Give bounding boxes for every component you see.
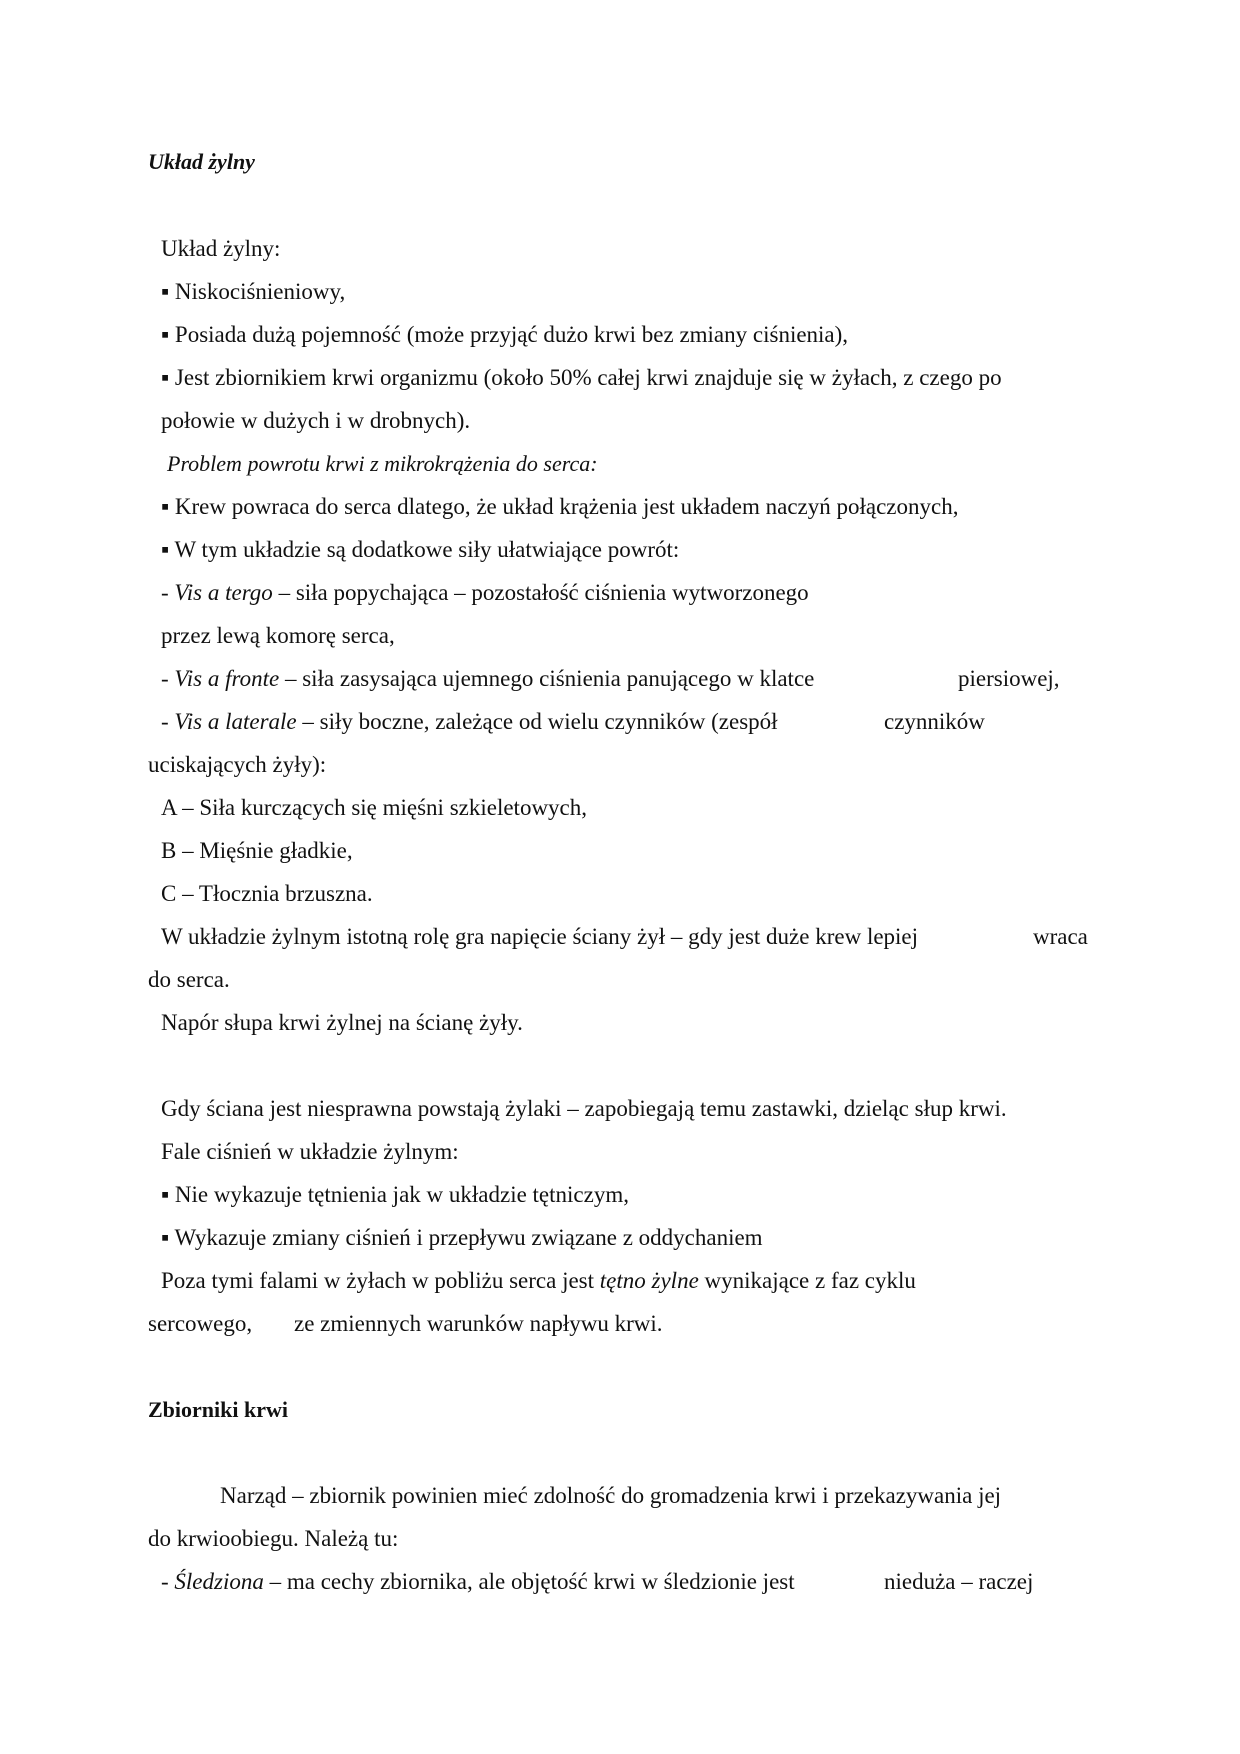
list-item-a: A – Siła kurczących się mięśni szkieletowych,	[161, 795, 588, 820]
intro-line: Układ żylny:	[161, 236, 281, 261]
force-line-end: piersiowej,	[958, 666, 1060, 691]
bullet-item: ▪ Nie wykazuje tętnienia jak w układzie tętniczym,	[161, 1182, 629, 1207]
bullet-item-continuation: połowie w dużych i w drobnych).	[161, 408, 471, 433]
bullet-item: ▪ Posiada dużą pojemność (może przyjąć dużo krwi bez zmiany ciśnienia),	[161, 322, 849, 347]
reservoir-item-end: nieduża – raczej	[884, 1569, 1034, 1594]
problem-heading: Problem powrotu krwi z mikrokrążenia do serca:	[167, 451, 598, 476]
term-vis-a-fronte: Vis a fronte	[174, 666, 280, 691]
bullet-icon: ▪	[161, 494, 170, 519]
paragraph-continuation: sercowego,	[148, 1311, 253, 1336]
force-line-end: czynników	[884, 709, 985, 734]
paragraph-continuation: ze zmiennych warunków napływu krwi.	[294, 1311, 663, 1336]
paragraph-line: Napór słupa krwi żylnej na ścianę żyły.	[161, 1010, 523, 1035]
paragraph-line: Narząd – zbiornik powinien mieć zdolność do gromadzenia krwi i przekazywania jej	[220, 1483, 1002, 1508]
paragraph-line: W układzie żylnym istotną rolę gra napięcie ściany żył – gdy jest duże krew lepiej	[161, 924, 919, 949]
force-vis-a-tergo: - Vis a tergo – siła popychająca – pozostałość ciśnienia wytworzonego	[161, 580, 809, 605]
document-title: Układ żylny	[148, 149, 255, 174]
bullet-icon: ▪	[161, 365, 170, 390]
bullet-item: ▪ Krew powraca do serca dlatego, że układ krążenia jest układem naczyń połączonych,	[161, 494, 959, 519]
paragraph-continuation: do krwioobiegu. Należą tu:	[148, 1526, 399, 1551]
paragraph-heading: Fale ciśnień w układzie żylnym:	[161, 1139, 459, 1164]
bullet-item: ▪ Wykazuje zmiany ciśnień i przepływu związane z oddychaniem	[161, 1225, 763, 1250]
term-vis-a-laterale: Vis a laterale	[174, 709, 297, 734]
bullet-icon: ▪	[161, 1225, 170, 1250]
list-item-b: B – Mięśnie gładkie,	[161, 838, 353, 863]
list-item-c: C – Tłocznia brzuszna.	[161, 881, 373, 906]
force-vis-a-fronte: - Vis a fronte – siła zasysająca ujemnego ciśnienia panującego w klatce	[161, 666, 815, 691]
paragraph-line: Poza tymi falami w żyłach w pobliżu serca jest tętno żylne wynikające z faz cyklu	[161, 1268, 916, 1293]
bullet-icon: ▪	[161, 322, 170, 347]
paragraph-continuation: do serca.	[148, 967, 230, 992]
term-sledziona: Śledziona	[174, 1569, 264, 1594]
force-continuation: uciskających żyły):	[148, 752, 327, 777]
force-vis-a-laterale: - Vis a laterale – siły boczne, zależące od wielu czynników (zespół	[161, 709, 778, 734]
bullet-icon: ▪	[161, 537, 170, 562]
bullet-icon: ▪	[161, 1182, 170, 1207]
bullet-item: ▪ Niskociśnieniowy,	[161, 279, 346, 304]
bullet-icon: ▪	[161, 279, 170, 304]
paragraph-line: Gdy ściana jest niesprawna powstają żylaki – zapobiegają temu zastawki, dzieląc słup krwi.	[161, 1096, 1007, 1121]
term-tetno-zylne: tętno żylne	[599, 1268, 699, 1293]
force-continuation: przez lewą komorę serca,	[161, 623, 395, 648]
bullet-item: ▪ Jest zbiornikiem krwi organizmu (około 50% całej krwi znajduje się w żyłach, z czego po	[161, 365, 1002, 390]
section-title: Zbiorniki krwi	[148, 1397, 288, 1422]
paragraph-line-end: wraca	[1033, 924, 1088, 949]
term-vis-a-tergo: Vis a tergo	[174, 580, 273, 605]
reservoir-item-spleen: - Śledziona – ma cechy zbiornika, ale objętość krwi w śledzionie jest	[161, 1569, 795, 1594]
bullet-item: ▪ W tym układzie są dodatkowe siły ułatwiające powrót:	[161, 537, 680, 562]
